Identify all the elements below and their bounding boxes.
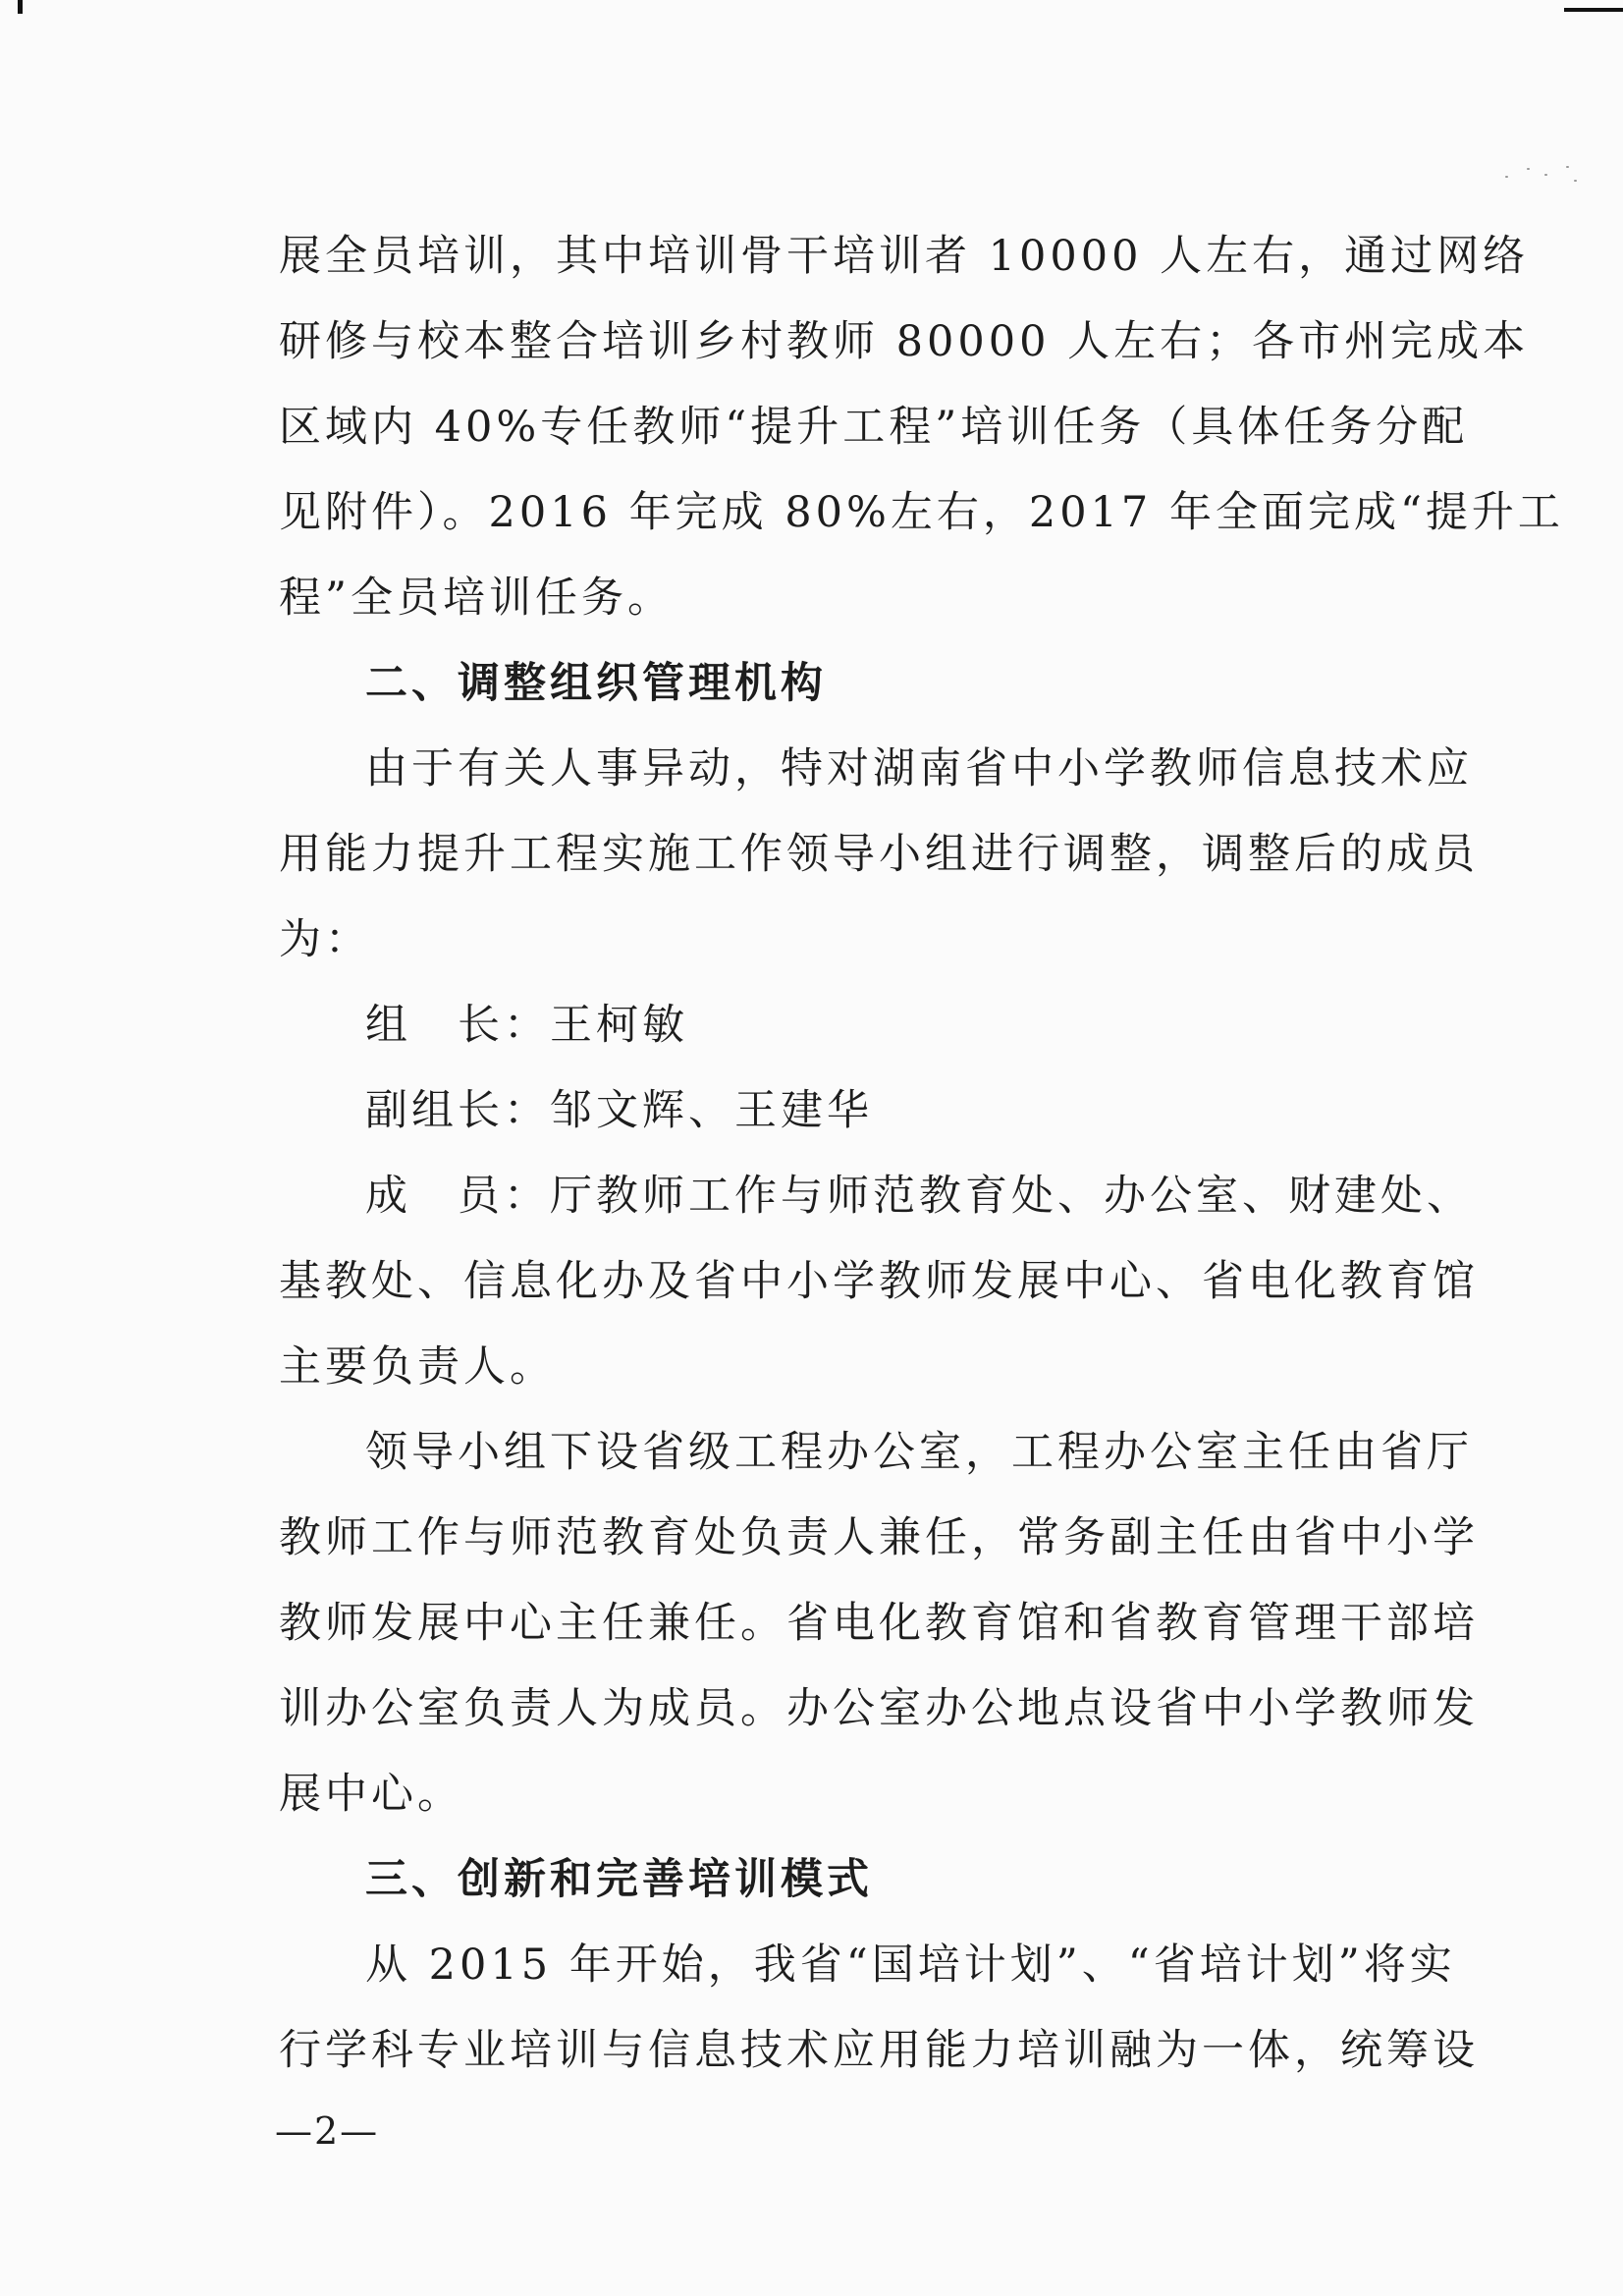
- text-line: 用能力提升工程实施工作领导小组进行调整，调整后的成员: [279, 830, 1479, 879]
- text-line: 训办公室负责人为成员。办公室办公地点设省中小学教师发: [279, 1684, 1479, 1733]
- section-heading: 三、创新和完善培训模式: [365, 1855, 873, 1904]
- text-line: 成 员：厅教师工作与师范教育处、办公室、财建处、: [365, 1172, 1473, 1221]
- text-line: 副组长：邹文辉、王建华: [365, 1086, 873, 1135]
- text-line: 展中心。: [279, 1770, 463, 1819]
- body-text: [279, 214, 1564, 2094]
- scan-mark: [1564, 8, 1623, 12]
- page-number: —2—: [275, 2109, 380, 2153]
- section-heading: 二、调整组织管理机构: [365, 659, 827, 708]
- text-line: 展全员培训，其中培训骨干培训者 10000 人左右，通过网络: [279, 232, 1530, 281]
- text-line: 从 2015 年开始，我省“国培计划”、“省培计划”将实: [365, 1941, 1456, 1990]
- text-line: 教师工作与师范教育处负责人兼任，常务副主任由省中小学: [279, 1513, 1479, 1562]
- text-line: 由于有关人事异动，特对湖南省中小学教师信息技术应: [365, 744, 1473, 793]
- text-line: 区域内 40%专任教师“提升工程”培训任务（具体任务分配: [279, 403, 1469, 452]
- text-line: 组 长：王柯敏: [365, 1001, 688, 1050]
- text-line: 基教处、信息化办及省中小学教师发展中心、省电化教育馆: [279, 1257, 1479, 1306]
- text-line: 行学科专业培训与信息技术应用能力培训融为一体，统筹设: [279, 2026, 1479, 2075]
- text-line: 教师发展中心主任兼任。省电化教育馆和省教育管理干部培: [279, 1599, 1479, 1648]
- scan-mark: [18, 0, 23, 14]
- scan-specks: [1505, 162, 1584, 191]
- text-line: 见附件）。2016 年完成 80%左右，2017 年全面完成“提升工: [279, 488, 1564, 537]
- text-line: 领导小组下设省级工程办公室，工程办公室主任由省厅: [365, 1428, 1473, 1477]
- text-line: 程”全员培训任务。: [279, 574, 674, 623]
- text-line: 研修与校本整合培训乡村教师 80000 人左右；各市州完成本: [279, 317, 1530, 366]
- text-line: 为：: [279, 915, 371, 964]
- text-line: 主要负责人。: [279, 1342, 556, 1392]
